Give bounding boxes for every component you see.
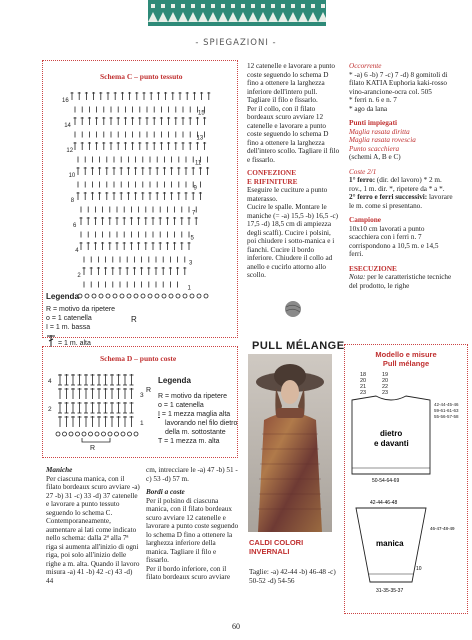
jacquard-banner-image	[148, 0, 326, 26]
occorrente-item-3: * ago da lana	[349, 104, 388, 113]
yarn-ball-icon	[284, 300, 302, 318]
chart-c-chain	[134, 294, 138, 298]
esecuzione-text	[349, 273, 453, 290]
chart-c-row-label-right: 3	[189, 260, 193, 267]
schema-d-legend-circle	[158, 402, 204, 409]
esecuzione-note-label: Nota:	[349, 273, 366, 281]
banner-square	[301, 4, 305, 8]
banner-square	[281, 4, 285, 8]
confezione-heading-1: CONFEZIONE	[247, 168, 297, 177]
schema-c-legend-tall: = 1 m. alta	[58, 340, 91, 347]
chart-d-chain	[63, 432, 67, 436]
chart-c-chain	[176, 294, 180, 298]
campione-text: 10x10 cm lavorati a punto scacchiera con i ferri n. 7 corrispondono a 10,5 m. e 14,5 ferri.	[349, 224, 439, 258]
chart-d-repeat-bracket	[82, 438, 110, 442]
body-label-2: e davanti	[374, 439, 409, 448]
coste-row-2-label: 2° ferro e ferri successivi:	[349, 193, 428, 201]
chart-c-chain	[85, 294, 89, 298]
body-label-1: dietro	[380, 429, 403, 438]
body-bottom-numbers: 50-54-64-69	[372, 478, 400, 484]
chart-d-chain	[89, 432, 93, 436]
chart-d-chain	[121, 432, 125, 436]
chart-d-chain	[56, 432, 60, 436]
esecuzione-heading: ESECUZIONE	[349, 263, 397, 273]
chart-c-chain	[183, 294, 187, 298]
punti-item-1: Maglia rasata diritta	[349, 127, 410, 136]
chart-d-chain	[95, 432, 99, 436]
side-num-1: 42-44-45-46	[434, 402, 459, 407]
banner-square	[271, 4, 275, 8]
underlined-bar-symbol-icon: I	[158, 411, 160, 418]
chart-c-row-label-left: 16	[62, 98, 69, 104]
model-photo	[248, 354, 332, 532]
sleeve-label: manica	[376, 539, 404, 548]
banner-square	[211, 4, 215, 8]
diagram-title-line-2: Pull mélange	[382, 359, 430, 368]
schema-d-chart	[46, 372, 156, 450]
chart-c-row-label-left: 8	[70, 198, 75, 204]
banner-square	[321, 4, 325, 8]
chart-c-chain	[127, 294, 131, 298]
chart-c-row-label-left: 2	[77, 273, 81, 279]
top-num-right-2: 20	[382, 378, 389, 384]
schema-c-legend-bar-label: = 1 m. bassa	[49, 324, 91, 331]
chart-c-chain	[106, 294, 110, 298]
chart-c-chain	[99, 294, 103, 298]
chart-c-row-label-left: 6	[73, 223, 77, 229]
col2-para-1: 12 catenelle e lavorare a punto coste seguendo lo schema D fino a ottenere la larghezza inferiore dell'intero pull. Tagliare il filo e fissarlo.	[247, 62, 336, 104]
tall-half-stitch-symbol-icon: T	[158, 438, 165, 445]
punti-heading: Punti impiegati	[349, 118, 398, 127]
occorrente-item-2: * ferri n. 6 e n. 7	[349, 96, 397, 104]
top-num-left-2: 20	[360, 378, 367, 384]
campione-heading: Campione	[349, 215, 382, 224]
bordi-text: Per il polsino di ciascuna manica, con il filato bordeaux scuro avviare 12 catenelle e lavorare a punto coste seguendo lo schema D fino a ottenere la larghezza inferiore della manica. Tagliare il filo e fissarlo.	[146, 496, 239, 564]
esecuzione-note-text: per le caratteristiche tecniche del prodotto, le righe	[349, 273, 452, 290]
chart-c-chain	[204, 294, 208, 298]
banner-square	[221, 4, 225, 8]
occorrente-item-1: * -a) 6 -b) 7 -c) 7 -d) 8 gomitoli di filato KATIA Euphoria kaki-rosso vino-arancione-ocra col. 505	[349, 70, 448, 96]
chart-d-chain	[128, 432, 132, 436]
schema-c-legend-circle	[46, 315, 92, 322]
schema-d-legend-tall	[158, 438, 220, 445]
chart-c-row-label-left: 10	[68, 173, 76, 179]
chart-d-row-label-left: 4	[48, 378, 52, 385]
chart-d-r-marker-bottom: R	[90, 445, 96, 450]
banner-square	[161, 4, 165, 8]
maniche-text-block	[46, 466, 140, 585]
chart-d-chain	[69, 432, 73, 436]
schema-d-legend-r: R = motivo da ripetere	[158, 393, 228, 400]
pull-title: PULL MÉLANGE	[252, 340, 345, 352]
bordi-text-block	[146, 466, 240, 582]
col2-para-4: Cucire le spalle. Montare le maniche (= -a) 15,5 -b) 16,5 -c) 17,5 -d) 18,5 cm di ampiezza degli scalfi). Cucire i polsini, poi chiudere i sotto-manica e i fianchi. Cucire il bordo inferiore. Chiudere il collo ad anello e cucirlo attorno allo scollo.	[247, 203, 339, 279]
confezione-heading-2: E RIFINITURE	[247, 176, 298, 186]
side-num-2: 59-61-61-63	[434, 408, 459, 413]
col2-para-3: Eseguire le cuciture a punto materasso.	[247, 186, 328, 203]
chart-c-row-label-right: 7	[192, 210, 196, 217]
banner-square	[231, 4, 235, 8]
chart-c-row-label-left: 4	[75, 248, 79, 254]
bar-symbol-icon: I	[46, 324, 50, 331]
chart-d-chain	[134, 432, 138, 436]
schema-c-title: Schema C – punto tessuto	[100, 72, 183, 81]
banner-square	[181, 4, 185, 8]
top-num-right-4: 23	[382, 390, 389, 396]
chart-c-row-label-right: 5	[190, 235, 194, 242]
chart-c-row-label-right: 13	[196, 135, 204, 142]
coste-row-1	[349, 176, 453, 193]
schema-c-legend-title: Legenda	[46, 292, 79, 301]
chart-c-chain	[92, 294, 96, 298]
schema-c-legend-r: R = motivo da ripetere	[46, 306, 116, 313]
coste-row-1-label: 1° ferro:	[349, 176, 376, 184]
chart-c-chain	[120, 294, 124, 298]
banner-square	[291, 4, 295, 8]
top-num-right-1: 19	[382, 372, 389, 378]
chart-c-chain	[148, 294, 152, 298]
chart-d-r-marker: R	[146, 387, 152, 394]
banner-square	[201, 4, 205, 8]
chart-d-row-label-right: 1	[140, 420, 144, 427]
maniche-heading: Maniche	[46, 466, 73, 474]
banner-square	[151, 4, 155, 8]
caldi-line-2: INVERNALI	[249, 547, 290, 556]
chart-c-row-label-right: 9	[193, 185, 197, 192]
banner-square	[241, 4, 245, 8]
schema-c-chart	[60, 82, 225, 300]
schema-d-legend-half-1	[158, 411, 230, 418]
chart-c-row-label-right: 15	[198, 110, 205, 117]
chart-d-chain	[76, 432, 80, 436]
sleeve-side-numbers: 46-47-48-49	[430, 526, 455, 531]
maniche-continued-text: cm, intrecciare le -a) 47 -b) 51 -c) 53 -d) 57 m.	[146, 466, 238, 483]
banner-square	[261, 4, 265, 8]
schema-d-legend-half-3: della m. sottostante	[165, 429, 226, 436]
chart-c-chain	[197, 294, 201, 298]
schema-d-title: Schema D – punto coste	[100, 354, 177, 363]
caldi-colori-caption	[249, 538, 303, 556]
bordi-heading: Bordi a coste	[146, 488, 185, 496]
top-num-left-3: 21	[360, 384, 367, 390]
chart-c-chain	[190, 294, 194, 298]
taglie-text: Taglie: -a) 42-44 -b) 46-48 -c) 50-52 -d) 54-56	[249, 568, 336, 585]
chart-c-chain	[162, 294, 166, 298]
section-title: - SPIEGAZIONI -	[195, 38, 277, 48]
page-number: 60	[232, 622, 240, 631]
schema-d-legend-circle-label: = 1 catenella	[163, 402, 204, 409]
coste-row-2	[349, 193, 453, 210]
caldi-line-1: CALDI COLORI	[249, 538, 304, 547]
bordi-text-2: Per il bordo inferiore, con il filato bordeaux scuro avviare	[146, 564, 231, 581]
punti-item-4: (schemi A, B e C)	[349, 153, 401, 161]
coste-row-2-text: lavorare le m. come si presentano.	[349, 193, 453, 210]
schema-c-legend-bar	[46, 324, 90, 331]
chart-c-chain	[113, 294, 117, 298]
chart-d-chain	[102, 432, 106, 436]
chart-d-row-label-left: 2	[48, 406, 52, 413]
circle-symbol-icon: o	[158, 402, 164, 409]
chart-c-chain	[155, 294, 159, 298]
maniche-text: Per ciascuna manica, con il filato bordeaux scuro avviare -a) 27 -b) 31 -c) 33 -d) 37 catenelle e lavorare a punto tessuto seguendo lo schema C. Contemporaneamente, aumentare ai lati come indicato nello schema: dalla 2ª alla 7ª riga si aumenta all'inizio di ogni riga, poi solo all'inizio delle righe a m. alta. Quando il lavoro misura -a) 41 -b) 42 -c) 43 -d) 44	[46, 474, 140, 585]
schema-d-legend-half-2: lavorando nel filo dietro	[165, 420, 238, 427]
schema-d-legend-half-1-label: = 1 mezza maglia alta	[161, 411, 231, 418]
schema-d-legend-tall-label: = 1 mezza m. alta	[164, 438, 220, 445]
sleeve-bottom-numbers: 31-35-35-37	[376, 588, 404, 594]
chart-c-row-label-right: 1	[187, 285, 191, 292]
sleeve-cuff-number: 10	[416, 566, 422, 572]
chart-d-row-label-right: 3	[140, 392, 144, 399]
side-num-3: 55-56-57-58	[434, 414, 459, 419]
circle-symbol-icon: o	[46, 315, 52, 322]
sleeve-top-numbers: 42-44-46-48	[370, 500, 398, 506]
punti-item-2: Maglia rasata rovescia	[349, 136, 416, 144]
chart-c-row-label-left: 14	[64, 123, 71, 129]
chart-c-row-label-left: 12	[66, 148, 74, 154]
punti-item-3: Punto scacchiera	[349, 144, 400, 153]
pattern-diagram	[346, 370, 466, 610]
top-num-left-4: 23	[360, 390, 367, 396]
banner-square	[191, 4, 195, 8]
col3-text	[349, 62, 453, 290]
banner-square	[251, 4, 255, 8]
top-num-right-3: 22	[382, 384, 389, 390]
occorrente-heading: Occorrente	[349, 62, 382, 70]
chart-d-chain	[108, 432, 112, 436]
chart-d-chain	[115, 432, 119, 436]
coste-row-1-text: (dir. del lavoro) * 2 m. rov., 1 m. dir. *, ripetere da * a *.	[349, 176, 445, 193]
diagram-title	[350, 350, 462, 368]
chart-d-chain	[82, 432, 86, 436]
schema-d-legend-title: Legenda	[158, 376, 191, 385]
diagram-title-line-1: Modello e misure	[375, 350, 437, 359]
top-num-left-1: 18	[360, 372, 367, 378]
coste-heading: Coste 2/1	[349, 167, 377, 176]
chart-c-chain	[169, 294, 173, 298]
schema-c-legend-circle-label: = 1 catenella	[51, 315, 92, 322]
col2-para-2: Per il collo, con il filato bordeaux scuro avviare 12 catenelle e lavorare a punto coste seguendo lo schema D fino a ottenere la larghezza dell'intero scollo. Tagliare il filo e fissarlo.	[247, 104, 340, 164]
chart-c-chain	[141, 294, 145, 298]
chart-c-row-label-right: 11	[195, 160, 202, 167]
col2-top-text	[247, 62, 340, 280]
schema-c-r-marker: R	[131, 315, 137, 324]
banner-square	[311, 4, 315, 8]
banner-square	[171, 4, 175, 8]
